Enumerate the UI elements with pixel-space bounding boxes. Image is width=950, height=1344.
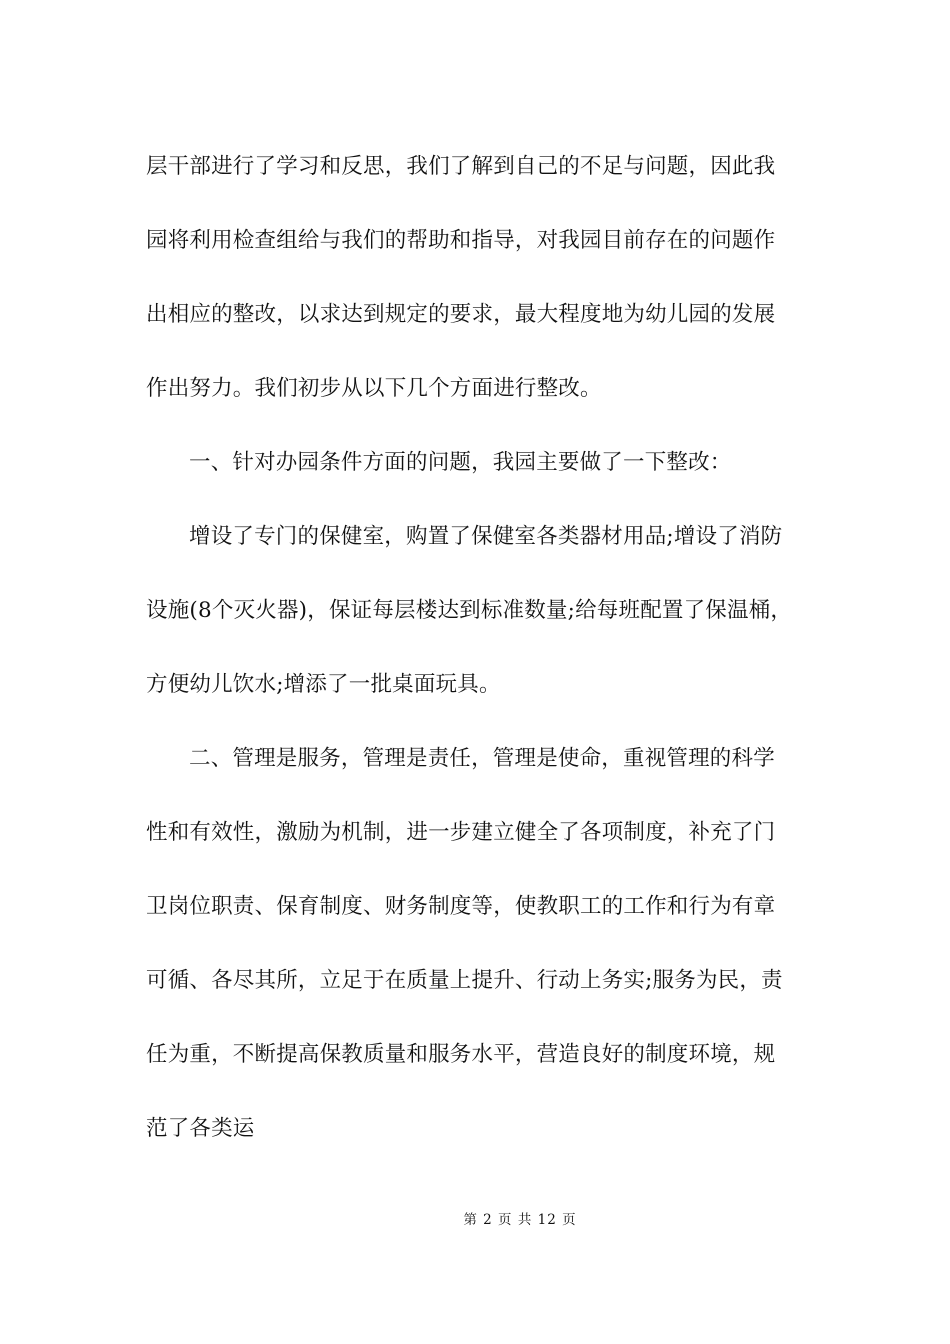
- text-line: 方便幼儿饮水;增添了一批桌面玩具。: [146, 672, 501, 697]
- text-line: 可循、各尽其所，立足于在质量上提升、行动上务实;服务为民，责: [146, 968, 783, 993]
- text-line: 层干部进行了学习和反思，我们了解到自己的不足与问题，因此我: [146, 154, 776, 179]
- text-line: 作出努力。我们初步从以下几个方面进行整改。: [146, 376, 602, 401]
- text-line: 范了各类运: [146, 1116, 255, 1141]
- text-line: 性和有效性，激励为机制，进一步建立健全了各项制度，补充了门: [146, 820, 776, 845]
- text-line: 园将利用检查组给与我们的帮助和指导，对我园目前存在的问题作: [146, 228, 776, 253]
- body-text: [146, 130, 826, 1166]
- text-line: 卫岗位职责、保育制度、财务制度等，使教职工的工作和行为有章: [146, 894, 776, 919]
- text-line: 出相应的整改，以求达到规定的要求，最大程度地为幼儿园的发展: [146, 302, 776, 327]
- page-number-footer: 第 2 页 共 12 页: [463, 1212, 577, 1228]
- section-heading-2: 二、管理是服务，管理是责任，管理是使命，重视管理的科学: [189, 746, 775, 771]
- text-line: 设施(8个灭火器)，保证每层楼达到标准数量;给每班配置了保温桶，: [146, 598, 793, 623]
- paragraph-start: 增设了专门的保健室，购置了保健室各类器材用品;增设了消防: [189, 524, 783, 549]
- section-heading-1: 一、针对办园条件方面的问题，我园主要做了一下整改：: [189, 450, 732, 475]
- text-line: 任为重，不断提高保教质量和服务水平，营造良好的制度环境，规: [146, 1042, 776, 1067]
